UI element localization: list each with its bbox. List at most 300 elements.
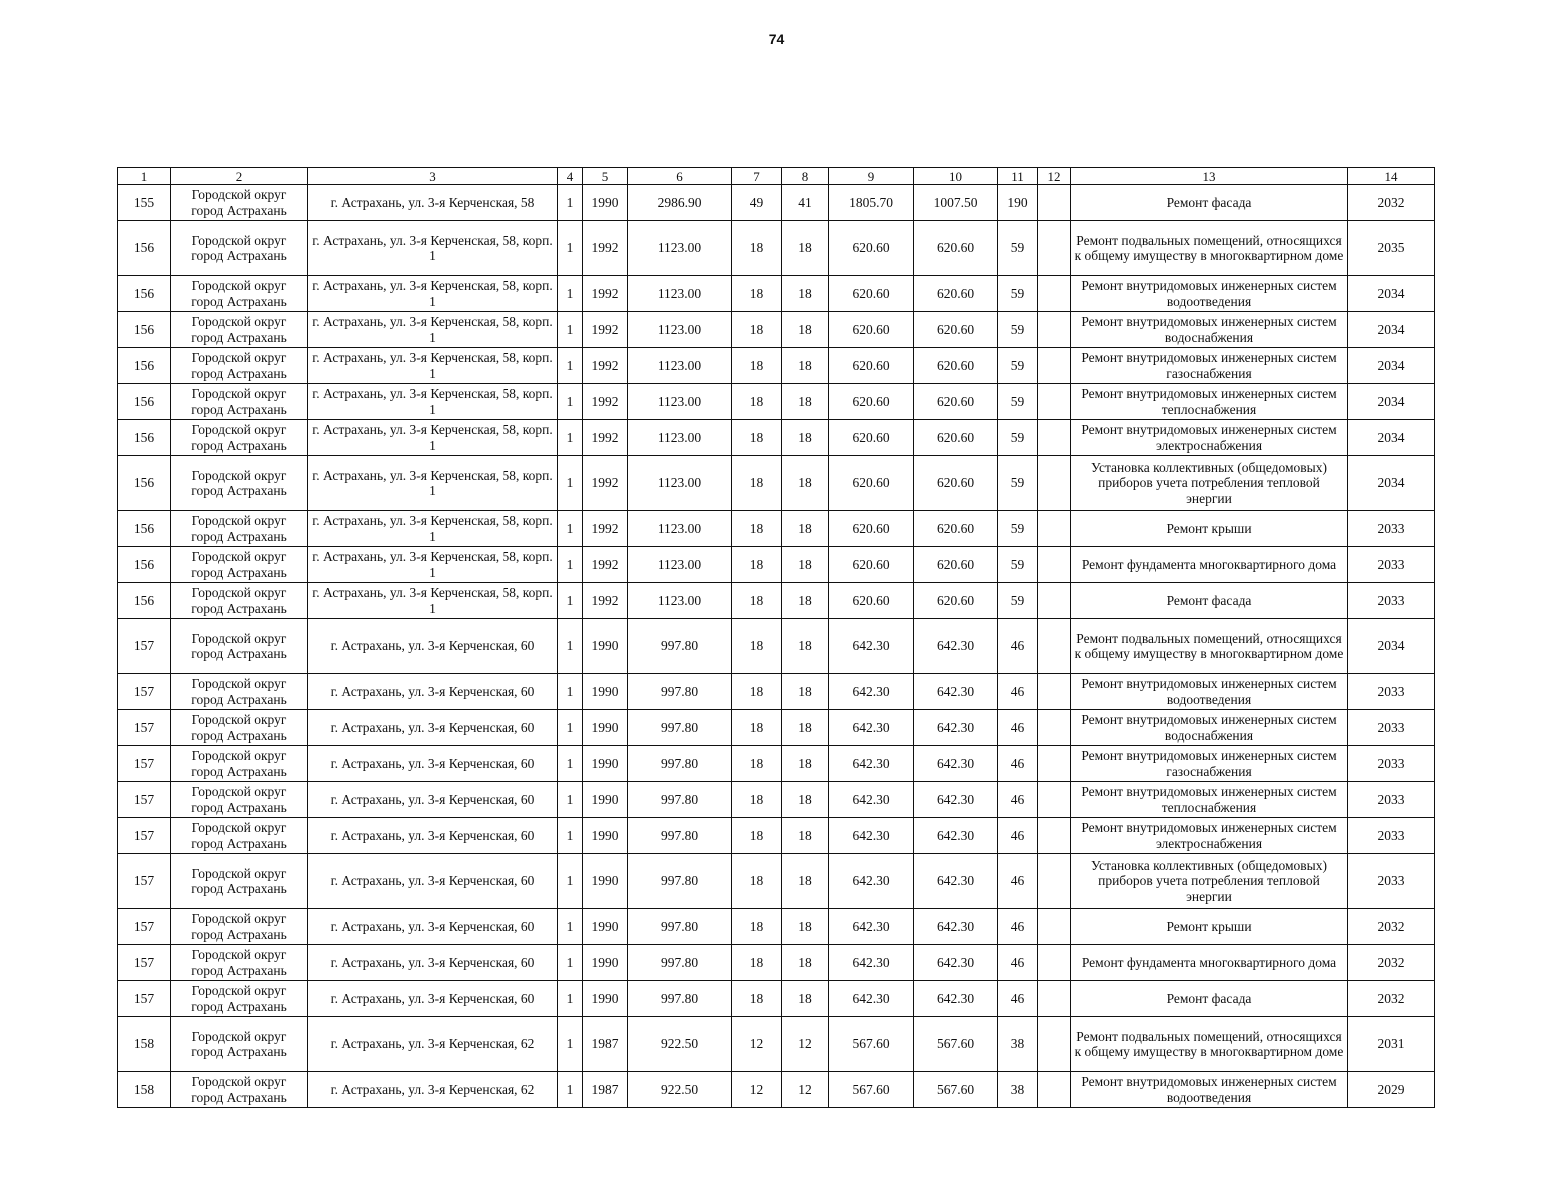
capital-repair-table [117, 167, 1435, 1108]
work-type-cell: Ремонт внутридомовых инженерных систем водоотведения [1071, 674, 1348, 710]
row-number-cell: 156 [118, 221, 171, 276]
address-cell: г. Астрахань, ул. 3-я Керченская, 58, корп. 1 [308, 384, 558, 420]
column-12-cell [1038, 547, 1071, 583]
municipality-cell: Городской округ город Астрахань [171, 348, 308, 384]
row-number-cell: 157 [118, 782, 171, 818]
column-11-cell: 59 [998, 348, 1038, 384]
column-6-cell: 997.80 [628, 746, 732, 782]
address-cell: г. Астрахань, ул. 3-я Керченская, 62 [308, 1017, 558, 1072]
column-6-cell: 1123.00 [628, 221, 732, 276]
address-cell: г. Астрахань, ул. 3-я Керченская, 58, корп. 1 [308, 511, 558, 547]
address-cell: г. Астрахань, ул. 3-я Керченская, 62 [308, 1072, 558, 1108]
column-4-cell: 1 [558, 1072, 583, 1108]
table-row [118, 583, 1435, 619]
work-type-cell: Ремонт внутридомовых инженерных систем газоснабжения [1071, 746, 1348, 782]
table-row [118, 746, 1435, 782]
column-6-cell: 922.50 [628, 1017, 732, 1072]
table-row [118, 384, 1435, 420]
column-4-cell: 1 [558, 583, 583, 619]
address-cell: г. Астрахань, ул. 3-я Керченская, 58, корп. 1 [308, 456, 558, 511]
column-7-cell: 18 [732, 221, 782, 276]
planned-year-cell: 2034 [1348, 312, 1435, 348]
planned-year-cell: 2034 [1348, 348, 1435, 384]
planned-year-cell: 2034 [1348, 276, 1435, 312]
column-6-cell: 997.80 [628, 674, 732, 710]
page-number: 74 [768, 31, 785, 47]
column-11-cell: 59 [998, 312, 1038, 348]
column-7-cell: 18 [732, 420, 782, 456]
municipality-cell: Городской округ город Астрахань [171, 312, 308, 348]
column-6-cell: 1123.00 [628, 384, 732, 420]
address-cell: г. Астрахань, ул. 3-я Керченская, 60 [308, 619, 558, 674]
column-header: 5 [583, 168, 628, 185]
column-10-cell: 620.60 [914, 420, 998, 456]
column-4-cell: 1 [558, 456, 583, 511]
column-9-cell: 620.60 [829, 221, 914, 276]
work-type-cell: Ремонт внутридомовых инженерных систем газоснабжения [1071, 348, 1348, 384]
column-12-cell [1038, 945, 1071, 981]
column-8-cell: 18 [782, 746, 829, 782]
table-row [118, 420, 1435, 456]
column-9-cell: 642.30 [829, 818, 914, 854]
build-year-cell: 1990 [583, 619, 628, 674]
column-4-cell: 1 [558, 782, 583, 818]
work-type-cell: Ремонт внутридомовых инженерных систем теплоснабжения [1071, 782, 1348, 818]
row-number-cell: 156 [118, 583, 171, 619]
column-11-cell: 46 [998, 854, 1038, 909]
municipality-cell: Городской округ город Астрахань [171, 782, 308, 818]
column-7-cell: 18 [732, 511, 782, 547]
work-type-cell: Ремонт крыши [1071, 511, 1348, 547]
planned-year-cell: 2032 [1348, 909, 1435, 945]
row-number-cell: 158 [118, 1017, 171, 1072]
column-10-cell: 620.60 [914, 547, 998, 583]
column-header: 4 [558, 168, 583, 185]
row-number-cell: 156 [118, 348, 171, 384]
column-header: 3 [308, 168, 558, 185]
column-8-cell: 18 [782, 619, 829, 674]
table-row [118, 221, 1435, 276]
column-6-cell: 2986.90 [628, 185, 732, 221]
municipality-cell: Городской округ город Астрахань [171, 185, 308, 221]
column-8-cell: 18 [782, 384, 829, 420]
column-9-cell: 567.60 [829, 1072, 914, 1108]
column-4-cell: 1 [558, 854, 583, 909]
column-10-cell: 1007.50 [914, 185, 998, 221]
column-11-cell: 46 [998, 782, 1038, 818]
column-4-cell: 1 [558, 384, 583, 420]
work-type-cell: Ремонт внутридомовых инженерных систем электроснабжения [1071, 420, 1348, 456]
work-type-cell: Ремонт фасада [1071, 981, 1348, 1017]
column-12-cell [1038, 511, 1071, 547]
row-number-cell: 157 [118, 619, 171, 674]
municipality-cell: Городской округ город Астрахань [171, 746, 308, 782]
column-8-cell: 18 [782, 547, 829, 583]
column-10-cell: 642.30 [914, 854, 998, 909]
table-row [118, 1072, 1435, 1108]
column-7-cell: 12 [732, 1072, 782, 1108]
work-type-cell: Ремонт внутридомовых инженерных систем водоснабжения [1071, 312, 1348, 348]
column-10-cell: 620.60 [914, 384, 998, 420]
column-11-cell: 46 [998, 818, 1038, 854]
column-6-cell: 1123.00 [628, 312, 732, 348]
column-6-cell: 1123.00 [628, 583, 732, 619]
column-4-cell: 1 [558, 619, 583, 674]
column-12-cell [1038, 456, 1071, 511]
column-6-cell: 997.80 [628, 619, 732, 674]
column-11-cell: 59 [998, 456, 1038, 511]
column-6-cell: 997.80 [628, 710, 732, 746]
column-4-cell: 1 [558, 710, 583, 746]
work-type-cell: Ремонт фасада [1071, 185, 1348, 221]
table-row [118, 854, 1435, 909]
column-12-cell [1038, 619, 1071, 674]
column-10-cell: 642.30 [914, 710, 998, 746]
build-year-cell: 1987 [583, 1072, 628, 1108]
column-7-cell: 18 [732, 981, 782, 1017]
column-11-cell: 46 [998, 981, 1038, 1017]
work-type-cell: Ремонт фундамента многоквартирного дома [1071, 547, 1348, 583]
address-cell: г. Астрахань, ул. 3-я Керченская, 60 [308, 710, 558, 746]
column-10-cell: 642.30 [914, 945, 998, 981]
table-row [118, 511, 1435, 547]
column-7-cell: 18 [732, 348, 782, 384]
municipality-cell: Городской округ город Астрахань [171, 818, 308, 854]
address-cell: г. Астрахань, ул. 3-я Керченская, 58, корп. 1 [308, 583, 558, 619]
column-6-cell: 1123.00 [628, 348, 732, 384]
work-type-cell: Ремонт внутридомовых инженерных систем водоснабжения [1071, 710, 1348, 746]
column-4-cell: 1 [558, 420, 583, 456]
column-12-cell [1038, 782, 1071, 818]
column-12-cell [1038, 583, 1071, 619]
column-10-cell: 642.30 [914, 674, 998, 710]
build-year-cell: 1992 [583, 583, 628, 619]
column-7-cell: 18 [732, 619, 782, 674]
column-6-cell: 997.80 [628, 981, 732, 1017]
column-10-cell: 620.60 [914, 276, 998, 312]
column-7-cell: 49 [732, 185, 782, 221]
planned-year-cell: 2032 [1348, 945, 1435, 981]
build-year-cell: 1990 [583, 981, 628, 1017]
municipality-cell: Городской округ город Астрахань [171, 511, 308, 547]
column-8-cell: 18 [782, 981, 829, 1017]
column-10-cell: 620.60 [914, 348, 998, 384]
row-number-cell: 157 [118, 981, 171, 1017]
work-type-cell: Ремонт подвальных помещений, относящихся к общему имуществу в многоквартирном доме [1071, 1017, 1348, 1072]
column-11-cell: 46 [998, 945, 1038, 981]
column-9-cell: 620.60 [829, 420, 914, 456]
column-11-cell: 46 [998, 909, 1038, 945]
column-12-cell [1038, 348, 1071, 384]
column-8-cell: 18 [782, 511, 829, 547]
column-number-row [118, 168, 1435, 185]
municipality-cell: Городской округ город Астрахань [171, 420, 308, 456]
address-cell: г. Астрахань, ул. 3-я Керченская, 58, корп. 1 [308, 348, 558, 384]
column-9-cell: 642.30 [829, 746, 914, 782]
address-cell: г. Астрахань, ул. 3-я Керченская, 60 [308, 818, 558, 854]
address-cell: г. Астрахань, ул. 3-я Керченская, 60 [308, 782, 558, 818]
table-row [118, 456, 1435, 511]
column-11-cell: 46 [998, 619, 1038, 674]
row-number-cell: 157 [118, 909, 171, 945]
column-4-cell: 1 [558, 185, 583, 221]
column-9-cell: 642.30 [829, 619, 914, 674]
column-7-cell: 18 [732, 384, 782, 420]
column-6-cell: 997.80 [628, 854, 732, 909]
column-9-cell: 642.30 [829, 674, 914, 710]
column-header: 13 [1071, 168, 1348, 185]
column-10-cell: 642.30 [914, 782, 998, 818]
column-7-cell: 18 [732, 945, 782, 981]
column-8-cell: 18 [782, 782, 829, 818]
column-9-cell: 620.60 [829, 276, 914, 312]
column-10-cell: 642.30 [914, 981, 998, 1017]
row-number-cell: 156 [118, 547, 171, 583]
column-7-cell: 18 [732, 456, 782, 511]
column-4-cell: 1 [558, 547, 583, 583]
column-9-cell: 620.60 [829, 547, 914, 583]
municipality-cell: Городской округ город Астрахань [171, 619, 308, 674]
build-year-cell: 1992 [583, 420, 628, 456]
column-12-cell [1038, 818, 1071, 854]
column-7-cell: 18 [732, 583, 782, 619]
column-header: 7 [732, 168, 782, 185]
planned-year-cell: 2033 [1348, 674, 1435, 710]
column-12-cell [1038, 384, 1071, 420]
work-type-cell: Установка коллективных (общедомовых) приборов учета потребления тепловой энергии [1071, 456, 1348, 511]
column-8-cell: 18 [782, 420, 829, 456]
build-year-cell: 1990 [583, 854, 628, 909]
municipality-cell: Городской округ город Астрахань [171, 1072, 308, 1108]
build-year-cell: 1990 [583, 746, 628, 782]
row-number-cell: 157 [118, 945, 171, 981]
planned-year-cell: 2033 [1348, 746, 1435, 782]
planned-year-cell: 2031 [1348, 1017, 1435, 1072]
planned-year-cell: 2035 [1348, 221, 1435, 276]
column-10-cell: 567.60 [914, 1017, 998, 1072]
work-type-cell: Ремонт внутридомовых инженерных систем электроснабжения [1071, 818, 1348, 854]
column-header: 12 [1038, 168, 1071, 185]
address-cell: г. Астрахань, ул. 3-я Керченская, 60 [308, 746, 558, 782]
address-cell: г. Астрахань, ул. 3-я Керченская, 58, корп. 1 [308, 276, 558, 312]
table-row [118, 1017, 1435, 1072]
column-12-cell [1038, 420, 1071, 456]
municipality-cell: Городской округ город Астрахань [171, 221, 308, 276]
column-7-cell: 12 [732, 1017, 782, 1072]
address-cell: г. Астрахань, ул. 3-я Керченская, 60 [308, 981, 558, 1017]
work-type-cell: Ремонт фундамента многоквартирного дома [1071, 945, 1348, 981]
column-10-cell: 620.60 [914, 456, 998, 511]
municipality-cell: Городской округ город Астрахань [171, 710, 308, 746]
address-cell: г. Астрахань, ул. 3-я Керченская, 60 [308, 674, 558, 710]
table-row [118, 312, 1435, 348]
municipality-cell: Городской округ город Астрахань [171, 384, 308, 420]
column-6-cell: 922.50 [628, 1072, 732, 1108]
address-cell: г. Астрахань, ул. 3-я Керченская, 60 [308, 945, 558, 981]
work-type-cell: Ремонт внутридомовых инженерных систем водоотведения [1071, 1072, 1348, 1108]
address-cell: г. Астрахань, ул. 3-я Керченская, 58, корп. 1 [308, 420, 558, 456]
column-9-cell: 642.30 [829, 710, 914, 746]
column-7-cell: 18 [732, 547, 782, 583]
column-9-cell: 642.30 [829, 782, 914, 818]
column-9-cell: 620.60 [829, 312, 914, 348]
column-12-cell [1038, 854, 1071, 909]
build-year-cell: 1987 [583, 1017, 628, 1072]
column-8-cell: 18 [782, 221, 829, 276]
column-7-cell: 18 [732, 909, 782, 945]
column-8-cell: 18 [782, 818, 829, 854]
municipality-cell: Городской округ город Астрахань [171, 909, 308, 945]
column-9-cell: 620.60 [829, 456, 914, 511]
row-number-cell: 155 [118, 185, 171, 221]
row-number-cell: 157 [118, 674, 171, 710]
column-12-cell [1038, 909, 1071, 945]
column-10-cell: 620.60 [914, 583, 998, 619]
column-4-cell: 1 [558, 746, 583, 782]
column-12-cell [1038, 1017, 1071, 1072]
municipality-cell: Городской округ город Астрахань [171, 981, 308, 1017]
municipality-cell: Городской округ город Астрахань [171, 276, 308, 312]
row-number-cell: 156 [118, 456, 171, 511]
column-6-cell: 1123.00 [628, 547, 732, 583]
table-row [118, 818, 1435, 854]
column-8-cell: 18 [782, 312, 829, 348]
column-7-cell: 18 [732, 818, 782, 854]
municipality-cell: Городской округ город Астрахань [171, 456, 308, 511]
build-year-cell: 1990 [583, 185, 628, 221]
column-8-cell: 18 [782, 583, 829, 619]
planned-year-cell: 2033 [1348, 583, 1435, 619]
municipality-cell: Городской округ город Астрахань [171, 1017, 308, 1072]
work-type-cell: Ремонт внутридомовых инженерных систем теплоснабжения [1071, 384, 1348, 420]
column-12-cell [1038, 674, 1071, 710]
column-9-cell: 567.60 [829, 1017, 914, 1072]
column-4-cell: 1 [558, 312, 583, 348]
column-9-cell: 1805.70 [829, 185, 914, 221]
column-12-cell [1038, 981, 1071, 1017]
planned-year-cell: 2034 [1348, 619, 1435, 674]
build-year-cell: 1992 [583, 276, 628, 312]
column-12-cell [1038, 185, 1071, 221]
build-year-cell: 1992 [583, 384, 628, 420]
row-number-cell: 156 [118, 276, 171, 312]
table-row [118, 674, 1435, 710]
column-11-cell: 59 [998, 420, 1038, 456]
column-4-cell: 1 [558, 981, 583, 1017]
column-9-cell: 642.30 [829, 981, 914, 1017]
planned-year-cell: 2033 [1348, 854, 1435, 909]
table-row [118, 909, 1435, 945]
build-year-cell: 1990 [583, 782, 628, 818]
column-4-cell: 1 [558, 221, 583, 276]
column-header: 10 [914, 168, 998, 185]
planned-year-cell: 2033 [1348, 547, 1435, 583]
column-8-cell: 18 [782, 710, 829, 746]
planned-year-cell: 2032 [1348, 981, 1435, 1017]
planned-year-cell: 2033 [1348, 818, 1435, 854]
municipality-cell: Городской округ город Астрахань [171, 674, 308, 710]
column-6-cell: 997.80 [628, 782, 732, 818]
column-11-cell: 59 [998, 547, 1038, 583]
row-number-cell: 157 [118, 746, 171, 782]
build-year-cell: 1990 [583, 710, 628, 746]
column-10-cell: 642.30 [914, 746, 998, 782]
column-header: 1 [118, 168, 171, 185]
column-12-cell [1038, 312, 1071, 348]
column-4-cell: 1 [558, 511, 583, 547]
column-8-cell: 12 [782, 1072, 829, 1108]
column-11-cell: 59 [998, 511, 1038, 547]
work-type-cell: Ремонт подвальных помещений, относящихся к общему имуществу в многоквартирном доме [1071, 619, 1348, 674]
planned-year-cell: 2034 [1348, 456, 1435, 511]
planned-year-cell: 2029 [1348, 1072, 1435, 1108]
planned-year-cell: 2034 [1348, 384, 1435, 420]
municipality-cell: Городской округ город Астрахань [171, 547, 308, 583]
build-year-cell: 1992 [583, 348, 628, 384]
table-row [118, 185, 1435, 221]
column-11-cell: 38 [998, 1017, 1038, 1072]
column-4-cell: 1 [558, 276, 583, 312]
column-4-cell: 1 [558, 1017, 583, 1072]
column-6-cell: 997.80 [628, 945, 732, 981]
work-type-cell: Ремонт внутридомовых инженерных систем водоотведения [1071, 276, 1348, 312]
column-7-cell: 18 [732, 276, 782, 312]
address-cell: г. Астрахань, ул. 3-я Керченская, 58, корп. 1 [308, 312, 558, 348]
table-row [118, 619, 1435, 674]
work-type-cell: Установка коллективных (общедомовых) приборов учета потребления тепловой энергии [1071, 854, 1348, 909]
column-4-cell: 1 [558, 945, 583, 981]
build-year-cell: 1990 [583, 945, 628, 981]
build-year-cell: 1992 [583, 312, 628, 348]
column-7-cell: 18 [732, 674, 782, 710]
column-header: 8 [782, 168, 829, 185]
column-11-cell: 59 [998, 583, 1038, 619]
build-year-cell: 1990 [583, 818, 628, 854]
column-header: 11 [998, 168, 1038, 185]
column-12-cell [1038, 221, 1071, 276]
planned-year-cell: 2033 [1348, 782, 1435, 818]
column-8-cell: 18 [782, 909, 829, 945]
column-8-cell: 41 [782, 185, 829, 221]
column-header: 6 [628, 168, 732, 185]
column-8-cell: 18 [782, 674, 829, 710]
planned-year-cell: 2033 [1348, 511, 1435, 547]
column-11-cell: 38 [998, 1072, 1038, 1108]
column-11-cell: 59 [998, 384, 1038, 420]
municipality-cell: Городской округ город Астрахань [171, 854, 308, 909]
column-10-cell: 567.60 [914, 1072, 998, 1108]
table-row [118, 710, 1435, 746]
row-number-cell: 156 [118, 420, 171, 456]
column-header: 2 [171, 168, 308, 185]
table-row [118, 547, 1435, 583]
row-number-cell: 156 [118, 511, 171, 547]
row-number-cell: 157 [118, 818, 171, 854]
address-cell: г. Астрахань, ул. 3-я Керченская, 58 [308, 185, 558, 221]
build-year-cell: 1992 [583, 511, 628, 547]
municipality-cell: Городской округ город Астрахань [171, 583, 308, 619]
address-cell: г. Астрахань, ул. 3-я Керченская, 60 [308, 909, 558, 945]
column-9-cell: 642.30 [829, 909, 914, 945]
table-row [118, 276, 1435, 312]
column-12-cell [1038, 1072, 1071, 1108]
column-4-cell: 1 [558, 348, 583, 384]
column-6-cell: 997.80 [628, 818, 732, 854]
column-4-cell: 1 [558, 674, 583, 710]
column-12-cell [1038, 746, 1071, 782]
column-8-cell: 18 [782, 456, 829, 511]
build-year-cell: 1990 [583, 909, 628, 945]
